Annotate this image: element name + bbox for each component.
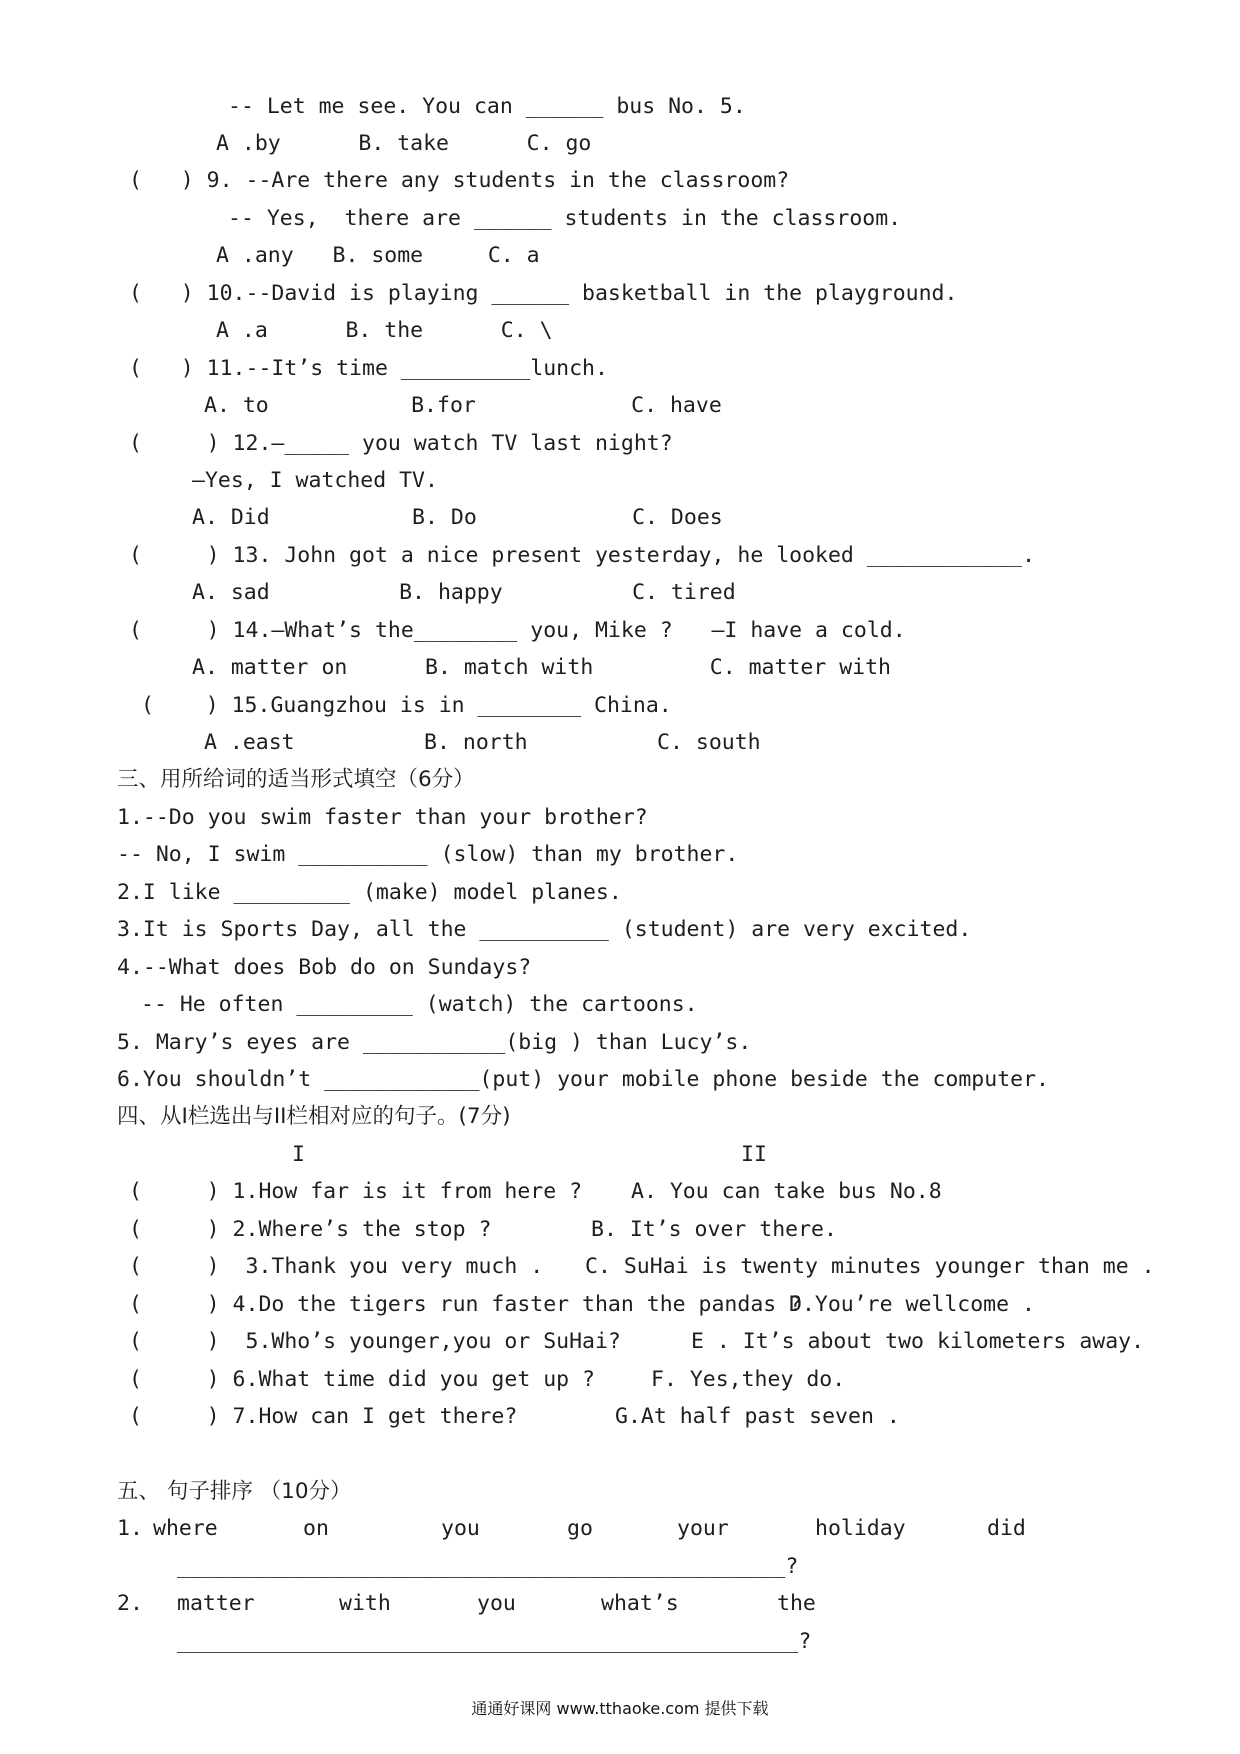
s3-item-3: 3.It is Sports Day, all the __________ (student) are very excited. <box>117 917 972 942</box>
q14-question: ( ) 14.—What’s the________ you, Mike ? —I have a cold. <box>129 618 906 643</box>
order-1-word: on <box>303 1516 329 1541</box>
order-1-word: your <box>677 1516 729 1541</box>
q8-response: -- Let me see. You can ______ bus No. 5. <box>228 94 746 119</box>
q15-question: ( ) 15.Guangzhou is in ________ China. <box>141 693 672 718</box>
match-left-7: ( ) 7.How can I get there? <box>129 1404 518 1429</box>
q14-options: A. matter on B. match with C. matter with <box>192 655 891 680</box>
q12-options: A. Did B. Do C. Does <box>192 505 723 530</box>
q15-options: A .east B. north C. south <box>204 730 761 755</box>
match-left-1: ( ) 1.How far is it from here ? <box>129 1179 583 1204</box>
s3-item-4-question: 4.--What does Bob do on Sundays? <box>117 955 532 980</box>
q9-response: -- Yes, there are ______ students in the classroom. <box>228 206 902 231</box>
s3-item-6: 6.You shouldn’t ____________(put) your mobile phone beside the computer. <box>117 1067 1049 1092</box>
match-left-6: ( ) 6.What time did you get up ? <box>129 1367 595 1392</box>
match-left-5: ( ) 5.Who’s younger,you or SuHai? <box>129 1329 621 1354</box>
order-1-word: go <box>567 1516 593 1541</box>
page-footer: 通通好课网 www.tthaoke.com 提供下载 <box>471 1699 769 1718</box>
match-right-a: A. You can take bus No.8 <box>631 1179 942 1204</box>
match-right-d: D.You’re wellcome . <box>789 1292 1035 1317</box>
s3-item-1-answer: -- No, I swim __________ (slow) than my brother. <box>117 842 739 867</box>
q8-options: A .by B. take C. go <box>216 131 592 156</box>
q10-options: A .a B. the C. \ <box>216 318 553 343</box>
q13-question: ( ) 13. John got a nice present yesterday, he looked ____________. <box>129 543 1036 568</box>
order-2-number: 2. <box>117 1591 143 1616</box>
q9-options: A .any B. some C. a <box>216 243 540 268</box>
order-2-word: what’s <box>601 1591 679 1616</box>
column-i-header: I <box>292 1142 305 1167</box>
order-2-word: with <box>339 1591 391 1616</box>
match-right-e: E . It’s about two kilometers away. <box>691 1329 1145 1354</box>
match-right-c: C. SuHai is twenty minutes younger than me . <box>585 1254 1155 1279</box>
order-1-number: 1. <box>117 1516 143 1541</box>
q13-options: A. sad B. happy C. tired <box>192 580 736 605</box>
order-1-word: where <box>153 1516 218 1541</box>
order-1-answer-line: _______________________________________________? <box>177 1554 799 1579</box>
match-left-4: ( ) 4.Do the tigers run faster than the pandas ? <box>129 1292 803 1317</box>
q9-question: ( ) 9. --Are there any students in the classroom? <box>129 168 790 193</box>
match-right-g: G.At half past seven . <box>615 1404 900 1429</box>
s3-item-1-question: 1.--Do you swim faster than your brother? <box>117 805 648 830</box>
s3-item-4-answer: -- He often _________ (watch) the cartoons. <box>141 992 698 1017</box>
q12-response: —Yes, I watched TV. <box>192 468 438 493</box>
match-right-b: B. It’s over there. <box>591 1217 837 1242</box>
order-2-answer-line: ________________________________________________? <box>177 1629 812 1654</box>
q12-question: ( ) 12.—_____ you watch TV last night? <box>129 431 673 456</box>
q10-question: ( ) 10.--David is playing ______ basketball in the playground. <box>129 281 958 306</box>
order-1-word: holiday <box>815 1516 906 1541</box>
section-4-heading: 四、从I栏选出与II栏相对应的句子。(7分) <box>117 1104 511 1129</box>
order-1-word: did <box>987 1516 1026 1541</box>
q11-question: ( ) 11.--It’s time __________lunch. <box>129 356 608 381</box>
match-left-3: ( ) 3.Thank you very much . <box>129 1254 544 1279</box>
order-1-word: you <box>441 1516 480 1541</box>
section-3-heading: 三、用所给词的适当形式填空（6分） <box>117 767 475 792</box>
order-2-word: the <box>777 1591 816 1616</box>
q11-options: A. to B.for C. have <box>204 393 722 418</box>
s3-item-5: 5. Mary’s eyes are ___________(big ) than Lucy’s. <box>117 1030 752 1055</box>
match-right-f: F. Yes,they do. <box>651 1367 846 1392</box>
section-5-heading: 五、 句子排序 （10分） <box>117 1479 352 1504</box>
s3-item-2: 2.I like _________ (make) model planes. <box>117 880 622 905</box>
order-2-word: you <box>477 1591 516 1616</box>
order-2-word: matter <box>177 1591 255 1616</box>
column-ii-header: II <box>741 1142 767 1167</box>
match-left-2: ( ) 2.Where’s the stop ? <box>129 1217 492 1242</box>
